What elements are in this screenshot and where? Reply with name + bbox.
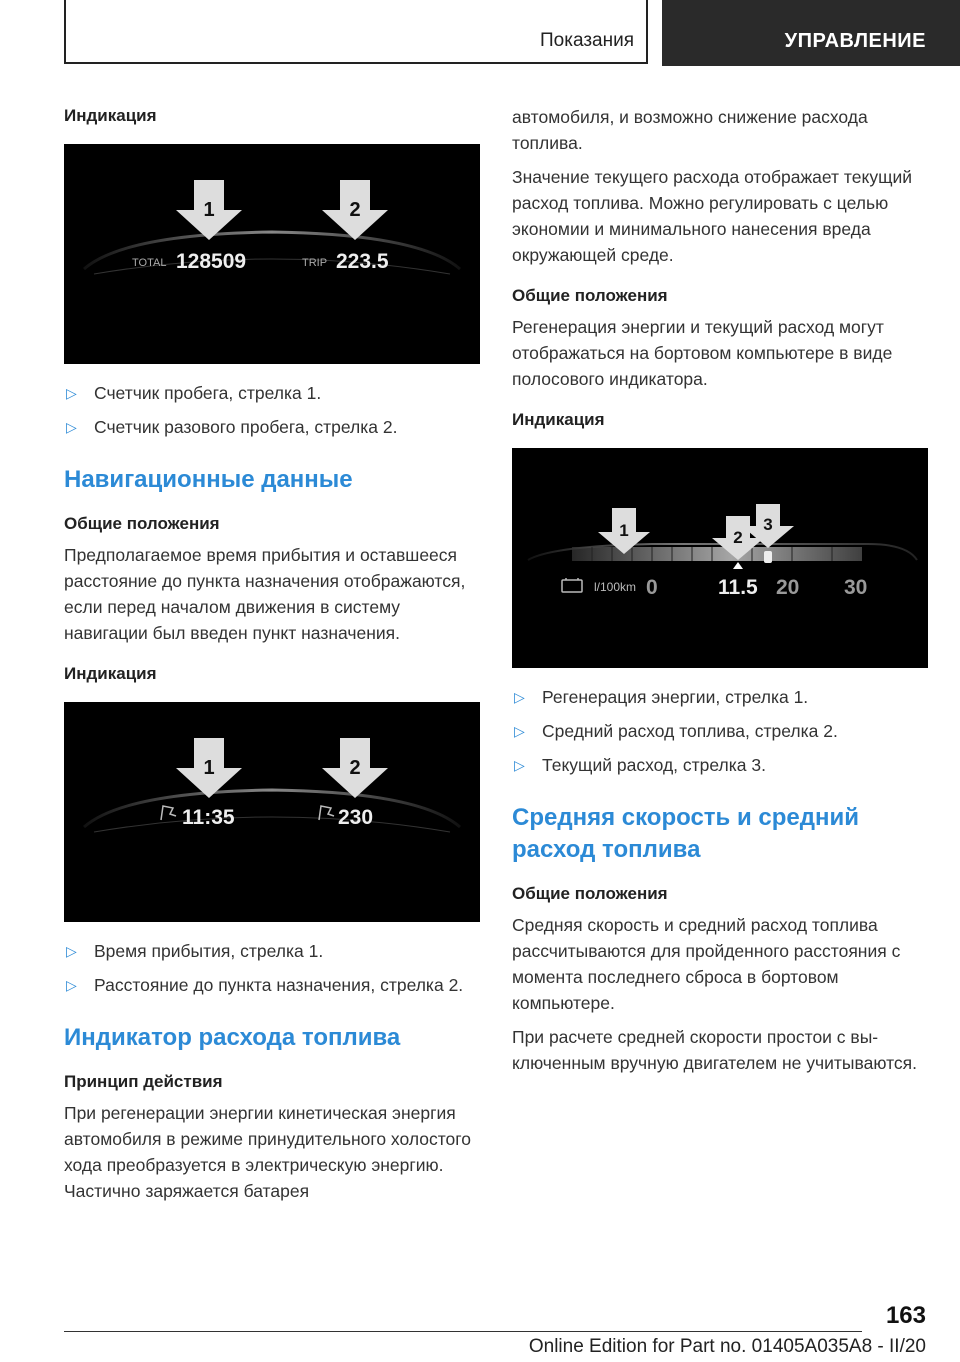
scale-20: 20	[776, 576, 800, 599]
average-marker	[733, 562, 743, 569]
list-item: ▷ Текущий расход, стрелка 3.	[512, 752, 930, 778]
list-item: ▷ Счетчик пробега, стрелка 1.	[64, 380, 484, 406]
paragraph-regeneration: Регенерация энергии и текущий расход могут отображаться на бортовом компьютере в виде полосового индикатора.	[512, 317, 893, 389]
flag-icon	[161, 806, 176, 820]
list-item: ▷ Средний расход топлива, стрелка 2.	[512, 718, 930, 744]
triangle-right-icon: ▷	[66, 385, 77, 401]
triangle-right-icon: ▷	[66, 943, 77, 959]
arrow-2-icon	[322, 180, 388, 240]
total-value: 128509	[176, 250, 247, 273]
current-marker	[764, 551, 772, 563]
triangle-right-icon: ▷	[514, 723, 525, 739]
bullet-list-3	[512, 684, 930, 778]
page-number: 163	[885, 1302, 926, 1329]
svg-text:3: 3	[763, 515, 773, 534]
subheading-general-2: Общие положения	[512, 884, 668, 903]
scale-0: 0	[646, 576, 658, 599]
paragraph-average-2: При расчете средней скорости простои с выключенным вручную двигателем не учитываются.	[512, 1027, 917, 1073]
triangle-right-icon: ▷	[514, 757, 525, 773]
list-item: ▷ Расстояние до пункта назначения, стрелка 2.	[64, 972, 484, 998]
subheading-indication-1: Индикация	[64, 106, 157, 125]
heading-navigation-data: Навигационные данные	[64, 466, 353, 493]
paragraph-continued: автомобиля, и возможно снижение расхода топлива.	[512, 107, 868, 153]
triangle-right-icon: ▷	[66, 977, 77, 993]
distance-value: 230	[338, 806, 374, 829]
left-column	[64, 104, 484, 1204]
list-item: ▷ Регенерация энергии, стрелка 1.	[512, 684, 930, 710]
paragraph-navigation: Предполагаемое время прибытия и оставшееся расстояние до пункта назначения отображаются, если перед началом движения в систему навигации был введен пункт назначения.	[64, 545, 466, 643]
paragraph-average-1: Средняя скорость и средний расход топлива рассчитываются для пройденного расстояния с момента последнего сброса в бортовом компьютере.	[512, 915, 901, 1013]
trip-label: TRIP	[302, 257, 328, 269]
arrow-2-icon	[322, 738, 388, 798]
svg-text:2: 2	[349, 199, 361, 221]
list-item: ▷ Счетчик разового пробега, стрелка 2.	[64, 414, 484, 440]
footer-divider	[64, 1331, 862, 1332]
bullet-list-1	[64, 380, 484, 440]
right-column	[512, 104, 930, 1076]
fuel-consumption-display-image	[512, 448, 928, 668]
arrival-time-value: 11:35	[182, 806, 235, 829]
heading-average-speed: Средняя скорость и средний расход топлива	[512, 804, 859, 863]
header-section-box	[64, 0, 648, 64]
footer-edition: Online Edition for Part no. 01405A035A8 - II/20	[528, 1336, 926, 1357]
consumption-bar	[572, 547, 862, 561]
header-chapter-title: УПРАВЛЕНИЕ	[784, 30, 926, 52]
trip-value: 223.5	[336, 250, 389, 273]
arrow-1-icon	[176, 738, 242, 798]
svg-text:1: 1	[203, 199, 215, 221]
paragraph-current-consumption: Значение текущего расхода отображает текущий расход топлива. Можно регулировать с целью экономии и минимального нанесения вреда окружающей среде.	[512, 167, 913, 265]
battery-icon	[562, 578, 582, 592]
triangle-right-icon: ▷	[66, 419, 77, 435]
header-section-title: Показания	[540, 30, 634, 51]
heading-fuel-indicator: Индикатор расхода топлива	[64, 1024, 401, 1051]
subheading-indication-3: Индикация	[512, 410, 605, 429]
subheading-indication-2: Индикация	[64, 664, 157, 683]
consumption-value: 11.5	[718, 576, 758, 599]
scale-30: 30	[844, 576, 868, 599]
subheading-principle: Принцип действия	[64, 1072, 223, 1091]
navigation-display-image	[64, 702, 480, 922]
odometer-display-image	[64, 144, 480, 364]
svg-text:1: 1	[619, 521, 629, 540]
list-item: ▷ Время прибытия, стрелка 1.	[64, 938, 484, 964]
header-chapter-box	[662, 0, 960, 66]
bullet-list-2	[64, 938, 484, 998]
subheading-general: Общие положения	[64, 514, 220, 533]
svg-text:2: 2	[349, 757, 361, 779]
subheading-general-right: Общие положения	[512, 286, 668, 305]
unit-label: l/100km	[594, 580, 637, 594]
total-label: TOTAL	[132, 257, 167, 269]
paragraph-fuel: При регенерации энергии кинетическая энергия автомобиля в режиме принудительного холостого хода преобразуется в электрическую энергию. Частично заряжается батарея	[64, 1103, 472, 1201]
arrow-1-icon	[176, 180, 242, 240]
svg-text:1: 1	[203, 757, 215, 779]
svg-text:2: 2	[733, 528, 743, 547]
triangle-right-icon: ▷	[514, 689, 525, 705]
